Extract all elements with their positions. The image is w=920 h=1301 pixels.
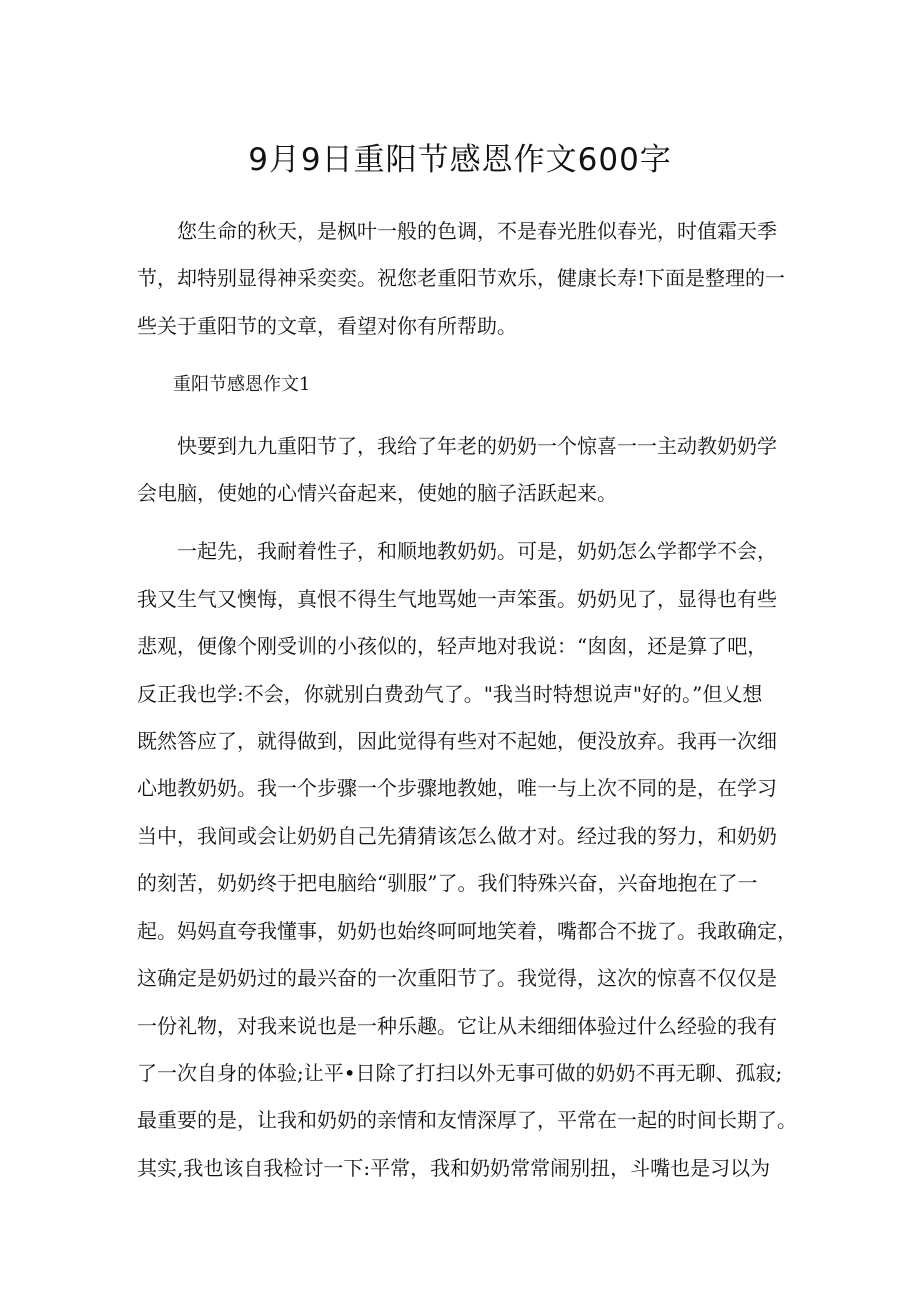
text-line: 我又生气又懊悔，真恨不得生气地骂她一声笨蛋。奶奶见了，显得也有些: [137, 586, 777, 611]
section-heading: [137, 361, 787, 408]
paragraph-2: [137, 528, 797, 1192]
text-line: 节，却特别显得神采奕奕。祝您老重阳节欢乐，健康长寿!下面是整理的一: [137, 266, 786, 291]
text-line: 起。妈妈直夸我懂事，奶奶也始终呵呵地笑着，嘴都合不拢了。我敢确定，: [137, 918, 797, 943]
text-line: 会电脑，使她的心情兴奋起来，使她的脑子活跃起来。: [137, 481, 617, 506]
text-line: 快要到九九重阳节了，我给了年老的奶奶一个惊喜一一主动教奶奶学: [177, 433, 777, 458]
text-line: 了一次自身的体验;让平•日除了打扫以外无事可做的奶奶不再无聊、孤寂;: [137, 1060, 783, 1085]
text-line: 既然答应了，就得做到，因此觉得有些对不起她，便没放弃。我再一次细: [137, 729, 777, 754]
text-line: 最重要的是，让我和奶奶的亲情和友情深厚了，平常在一起的时间长期了。: [137, 1108, 797, 1133]
text-line: 其实,我也该自我检讨一下:平常，我和奶奶常常闹别扭，斗嘴也是习以为: [137, 1155, 771, 1180]
document-body: [137, 208, 797, 1203]
paragraph-1: [137, 423, 787, 518]
text-line: 悲观，便像个刚受训的小孩似的，轻声地对我说：“囱囱，还是算了吧，: [137, 634, 768, 659]
text-line: 一份礼物，对我来说也是一种乐趣。它让从未细细体验过什么经验的我有: [137, 1013, 777, 1038]
paragraph-intro: [137, 208, 787, 350]
text-line: 一起先，我耐着性子，和顺地教奶奶。可是，奶奶怎么学都学不会，: [177, 539, 777, 564]
text-line: 当中，我间或会让奶奶自己先猜猜该怎么做才对。经过我的努力，和奶奶: [137, 823, 777, 848]
text-line: 这确定是奶奶过的最兴奋的一次重阳节了。我觉得，这次的惊喜不仅仅是: [137, 966, 777, 991]
text-line: 些关于重阳节的文章，看望对你有所帮助。: [137, 313, 517, 338]
document-title: 9月9日重阳节感恩作文600字: [248, 142, 672, 178]
text-line: 心地教奶奶。我一个步骤一个步骤地教她，唯一与上次不同的是，在学习: [137, 776, 777, 801]
text-line: 您生命的秋天，是枫叶一般的色调，不是春光胜似春光，时值霜天季: [177, 219, 777, 243]
section-heading-text: 重阳节感恩作文1: [173, 374, 311, 396]
text-line: 反正我也学:不会，你就别白费劲气了。"我当时特想说声"好的。”但乂想: [137, 681, 763, 706]
text-line: 的刻苦，奶奶终于把电脑给“驯服”了。我们特殊兴奋，兴奋地抱在了一: [137, 871, 758, 896]
